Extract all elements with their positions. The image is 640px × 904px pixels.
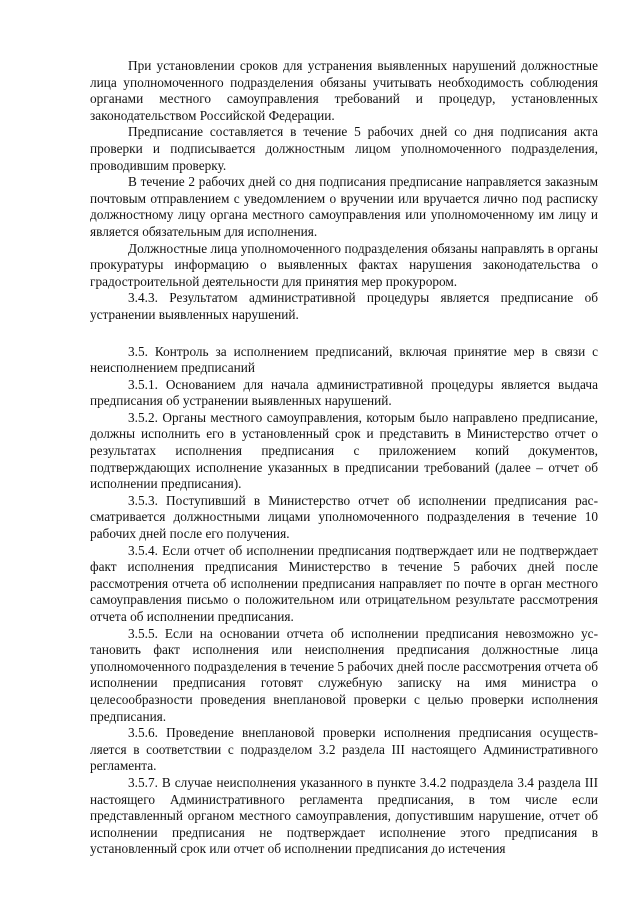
- section-heading-3-5: 3.5. Контроль за исполнением предписаний, включая принятие мер в связи с неисполнением предписаний: [90, 343, 598, 376]
- paragraph-3-5-1: 3.5.1. Основанием для начала административной процедуры является выдача предписания об устранении выявленных нарушений.: [90, 376, 598, 409]
- document-page: [90, 58, 598, 858]
- paragraph-3-5-3: 3.5.3. Поступивший в Министерство отчет об исполнении предписания рассматривается должностными лицами уполномоченного подразделения в течение 10 рабочих дней после его получения.: [90, 492, 598, 542]
- paragraph-order-delivery: В течение 2 рабочих дней со дня подписания предписание направляется заказным почтовым отправлением с уведомлением о вручении или вручается лично под расписку должностному лицу органа местного самоуправления или уполномоченному им лицу и является обязательным для исполнения.: [90, 174, 598, 239]
- paragraph-3-5-2: 3.5.2. Органы местного самоуправления, которым было направлено предписание, должны исполнить его в установленный срок и представить в Министерство отчет о результатах исполнения предписания с приложением копий документов, подтверждающих исполнение указанных в предписании требований (далее – отчет об исполнении предписания).: [90, 409, 598, 492]
- paragraph-3-5-4: 3.5.4. Если отчет об исполнении предписания подтверждает или не подтверждает факт исполнения предписания Министерство в течение 5 рабочих дней после рассмотрения отчета об исполнении предписания направляет по почте в орган местного самоуправления письмо о положительном или отрицательном результате рассмотрения отчета об исполнении предписания.: [90, 542, 598, 624]
- paragraph-order-drafting: Предписание составляется в течение 5 рабочих дней со дня подписания акта проверки и подписывается должностным лицом уполномоченного подразделения, проводившим проверку.: [90, 124, 598, 173]
- paragraph-3-5-7: 3.5.7. В случае неисполнения указанного в пункте 3.4.2 подраздела 3.4 раздела III настоящего Административного регламента предписания, в том числе если представленный органом местного самоуправления, допустившим нарушение, отчет об исполнении предписания не подтверждает исполнение этого предписания в установленный срок или отчет об исполнении предписания до истечения: [90, 774, 598, 857]
- paragraph-3-5-5: 3.5.5. Если на основании отчета об исполнении предписания невозможно установить факт исполнения или неисполнения предписания должностные лица уполномоченного подразделения в течение 5 рабочих дней после рассмотрения отчета об исполнении предписания готовят служебную записку на имя министра о целесообразности проведения внеплановой проверки с целью проверки исполнения предписания.: [90, 625, 598, 724]
- paragraph-prosecutor-info: Должностные лица уполномоченного подразделения обязаны направлять в органы прокуратуры информацию о выявленных фактах нарушения законодательства о градостроительной деятельности для принятия мер прокурором.: [90, 240, 598, 289]
- paragraph-3-4-3: 3.4.3. Результатом административной процедуры является предписание об устранении выявленных нарушений.: [90, 290, 598, 322]
- paragraph-deadlines: При установлении сроков для устранения выявленных нарушений должностные лица уполномоченного подразделения обязаны учитывать необходимость соблюдения органами местного самоуправления требований и процедур, установленных законодательством Российской Федерации.: [90, 58, 598, 123]
- paragraph-3-5-6: 3.5.6. Проведение внеплановой проверки исполнения предписания осуществляется в соответствии с подразделом 3.2 раздела III настоящего Административного регламента.: [90, 725, 598, 774]
